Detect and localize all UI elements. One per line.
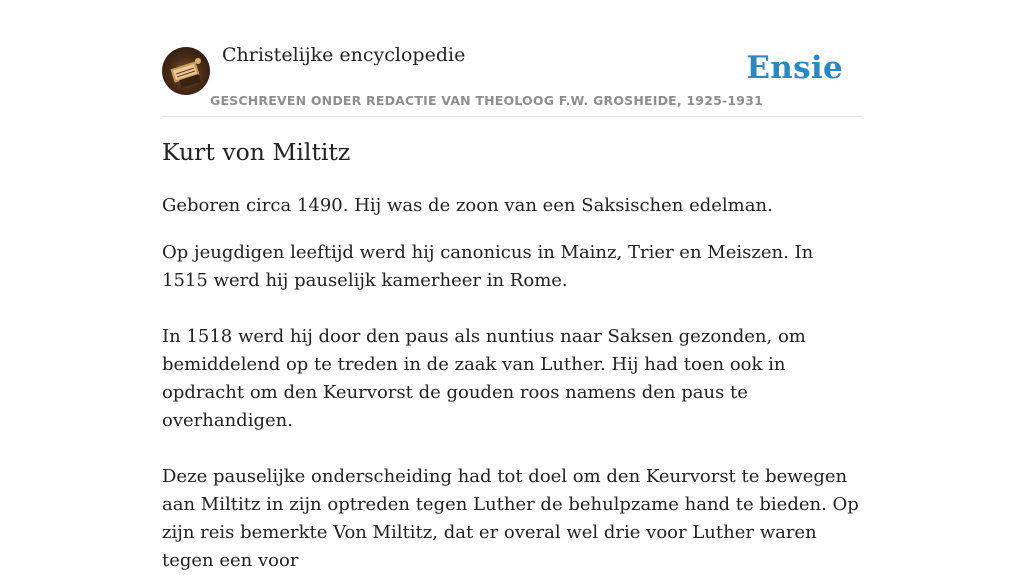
article-paragraph: In 1518 werd hij door den paus als nuntius naar Saksen gezonden, om bemiddelend op te treden in de zaak van Luther. Hij had toen ook in opdracht om den Keurvorst de gouden roos namens den paus te overhandigen. [162, 326, 806, 431]
site-title[interactable]: Christelijke encyclopedie [222, 44, 466, 66]
site-header [162, 0, 862, 117]
book-image-icon [162, 47, 210, 95]
encyclopedia-avatar[interactable] [162, 47, 210, 95]
article-body [162, 192, 862, 575]
article-paragraph: Op jeugdigen leeftijd werd hij canonicus in Mainz, Trier en Meiszen. In 1515 werd hij pauselijk kamerheer in Rome. [162, 242, 814, 291]
ensie-logo[interactable]: Ensie [746, 50, 843, 86]
content-column [162, 0, 862, 571]
article-paragraph: Deze pauselijke onderscheiding had tot doel om den Keurvorst te bewegen aan Miltitz in zijn optreden tegen Luther de behulpzame hand te bieden. Op zijn reis bemerkte Von Miltitz, dat er overal wel drie voor Luther waren tegen een voor [162, 466, 859, 571]
site-subtitle: GESCHREVEN ONDER REDACTIE VAN THEOLOOG F.W. GROSHEIDE, 1925-1931 [210, 93, 763, 108]
article-title: Kurt von Miltitz [162, 138, 351, 166]
article-paragraph: Geboren circa 1490. Hij was de zoon van een Saksischen edelman. [162, 195, 773, 216]
